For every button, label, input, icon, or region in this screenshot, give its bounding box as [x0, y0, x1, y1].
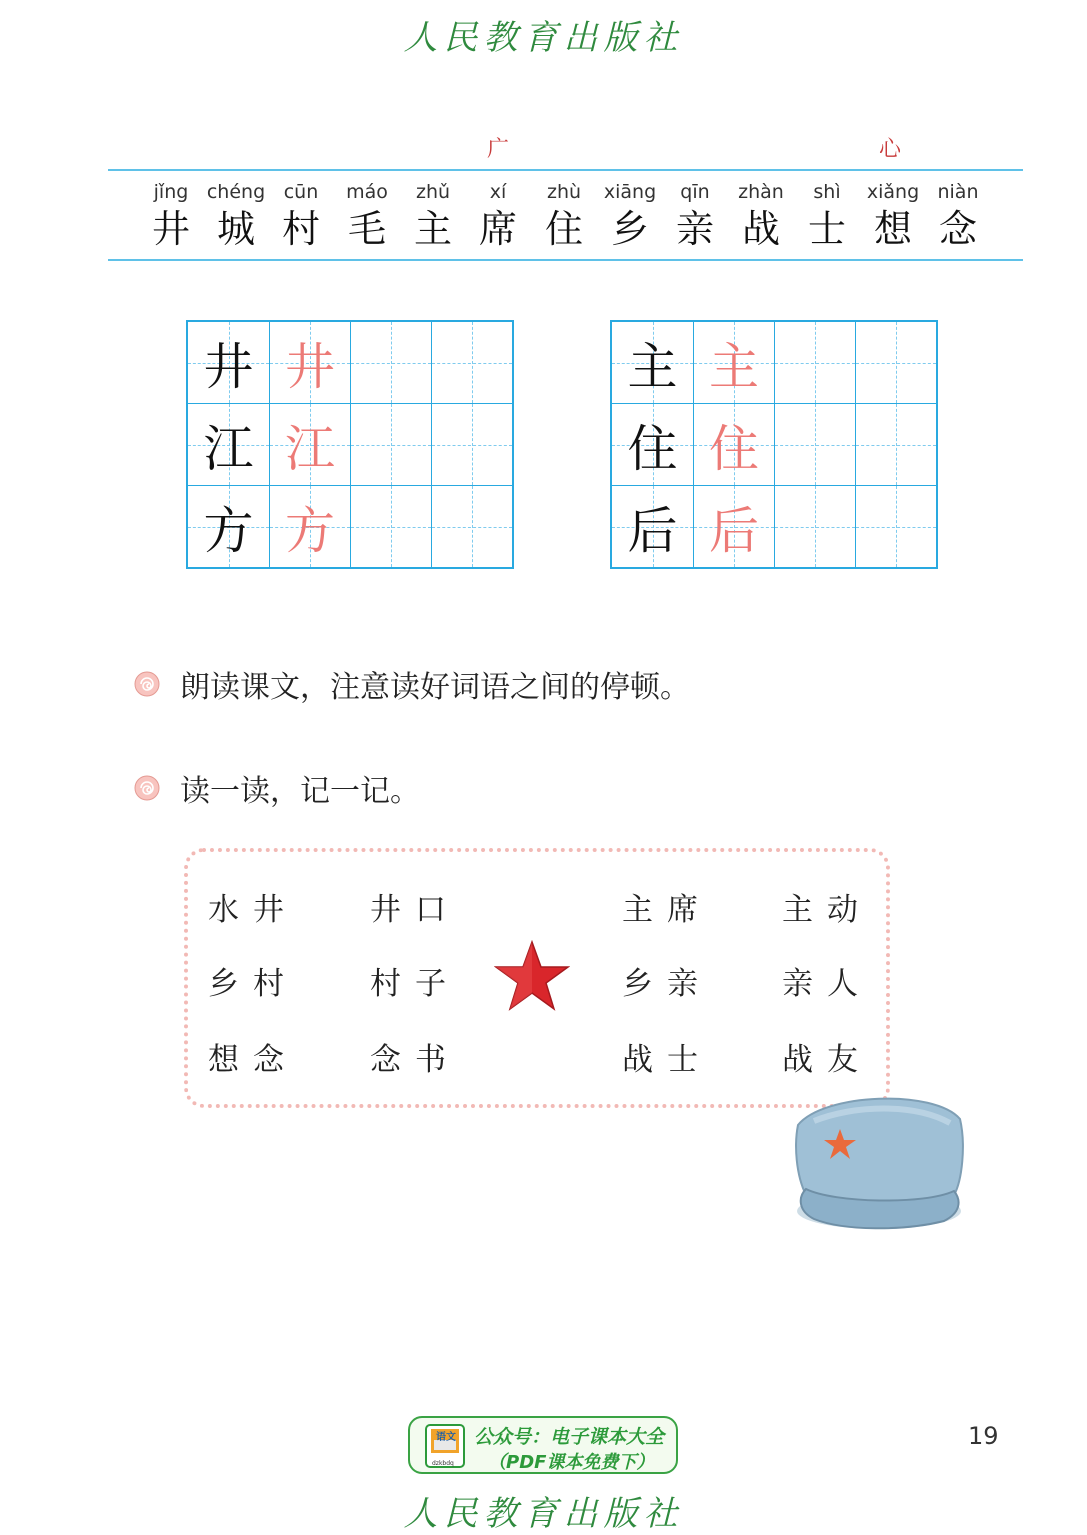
rule-top	[108, 169, 1023, 171]
char-item	[268, 178, 334, 252]
hanzi: 亲	[675, 207, 714, 251]
instruction-text: 朗读课文，注意读好词语之间的停顿。	[180, 670, 690, 705]
grid-cell-empty[interactable]	[431, 486, 512, 567]
grid-cell-empty[interactable]	[855, 322, 936, 403]
hanzi: 士	[807, 207, 846, 251]
instruction-read-remember	[134, 766, 420, 810]
word-item: 亲人	[782, 966, 872, 1002]
grid-cell-empty[interactable]	[350, 486, 431, 567]
pinyin: chéng	[206, 181, 266, 203]
icon-label: 语文	[436, 1432, 456, 1443]
word-item: 主席	[622, 892, 712, 928]
instruction-read-aloud	[134, 662, 690, 706]
word-item: 战友	[782, 1042, 872, 1078]
char-item	[728, 178, 794, 252]
grid-row	[612, 485, 936, 567]
grid-row	[188, 322, 512, 403]
icon-sub-label: dzkbdq	[432, 1460, 454, 1467]
grid-cell-trace: 主	[693, 322, 774, 403]
pinyin: máo	[346, 181, 388, 203]
instruction-text: 读一读，记一记。	[180, 774, 420, 809]
rule-bottom	[108, 259, 1023, 261]
grid-cell-empty[interactable]	[855, 404, 936, 485]
page-number: 19	[968, 1422, 999, 1450]
grid-cell-trace: 后	[693, 486, 774, 567]
hanzi: 席	[478, 207, 517, 251]
red-star-icon	[494, 940, 570, 1012]
char-item	[925, 178, 991, 252]
word-item: 想念	[208, 1042, 298, 1078]
grid-row	[612, 403, 936, 485]
grid-row	[612, 322, 936, 403]
hanzi: 村	[281, 207, 320, 251]
publisher-header: 人民教育出版社	[403, 18, 684, 58]
char-item	[138, 178, 204, 252]
word-item: 念书	[370, 1042, 460, 1078]
char-item	[465, 178, 531, 252]
swirl-bullet-icon	[134, 775, 160, 801]
grid-cell-empty[interactable]	[774, 404, 855, 485]
grid-cell-model: 井	[188, 322, 269, 403]
radical-row	[0, 132, 1087, 162]
writing-grid-left	[186, 320, 514, 569]
writing-grid-right	[610, 320, 938, 569]
grid-cell-trace: 江	[269, 404, 350, 485]
hanzi: 想	[873, 207, 912, 251]
grid-cell-model: 主	[612, 322, 693, 403]
pinyin: zhǔ	[415, 181, 451, 203]
wechat-line-1: 公众号：电子课本大全	[474, 1426, 665, 1448]
wechat-badge[interactable]	[408, 1416, 678, 1474]
word-item: 乡村	[208, 966, 298, 1002]
pinyin: jǐng	[153, 181, 189, 203]
grid-cell-trace: 住	[693, 404, 774, 485]
hanzi: 乡	[610, 207, 649, 251]
grid-cell-empty[interactable]	[350, 404, 431, 485]
grid-cell-empty[interactable]	[431, 404, 512, 485]
char-item	[597, 178, 663, 252]
grid-cell-empty[interactable]	[774, 322, 855, 403]
grid-cell-model: 江	[188, 404, 269, 485]
hanzi: 战	[741, 207, 780, 251]
pinyin: niàn	[937, 181, 979, 203]
char-item	[203, 178, 269, 252]
grid-row	[188, 485, 512, 567]
hanzi: 井	[151, 207, 190, 251]
grid-cell-empty[interactable]	[855, 486, 936, 567]
hanzi: 毛	[347, 207, 386, 251]
hanzi: 城	[216, 207, 255, 251]
pinyin: xiǎng	[866, 181, 920, 203]
radical-xin: 心	[878, 137, 901, 162]
word-item: 乡亲	[622, 966, 712, 1002]
grid-cell-empty[interactable]	[350, 322, 431, 403]
army-cap-icon	[784, 1085, 974, 1235]
publisher-footer: 人民教育出版社	[403, 1494, 684, 1534]
word-item: 战士	[622, 1042, 712, 1078]
wechat-line-2: （PDF课本免费下）	[488, 1452, 655, 1473]
hanzi: 念	[938, 207, 977, 251]
grid-cell-model: 方	[188, 486, 269, 567]
grid-cell-empty[interactable]	[431, 322, 512, 403]
hanzi: 住	[544, 207, 583, 251]
char-item	[860, 178, 926, 252]
hanzi: 主	[413, 207, 452, 251]
word-item: 主动	[782, 892, 872, 928]
pinyin: zhù	[546, 181, 582, 203]
char-item	[794, 178, 860, 252]
grid-cell-trace: 方	[269, 486, 350, 567]
pinyin: shì	[813, 181, 841, 203]
grid-row	[188, 403, 512, 485]
grid-cell-model: 后	[612, 486, 693, 567]
grid-cell-trace: 井	[269, 322, 350, 403]
char-item	[531, 178, 597, 252]
grid-cell-empty[interactable]	[774, 486, 855, 567]
pinyin: cūn	[283, 181, 319, 203]
word-item: 井口	[370, 892, 460, 928]
pinyin: xí	[489, 181, 507, 203]
pinyin: zhàn	[738, 181, 784, 203]
char-item	[662, 178, 728, 252]
radical-guang: 广	[486, 137, 509, 162]
pinyin: qīn	[680, 181, 710, 203]
swirl-bullet-icon	[134, 671, 160, 697]
grid-cell-model: 住	[612, 404, 693, 485]
word-item: 水井	[208, 892, 298, 928]
pinyin: xiāng	[603, 181, 657, 203]
word-item: 村子	[370, 966, 460, 1002]
char-item	[400, 178, 466, 252]
char-item	[334, 178, 400, 252]
